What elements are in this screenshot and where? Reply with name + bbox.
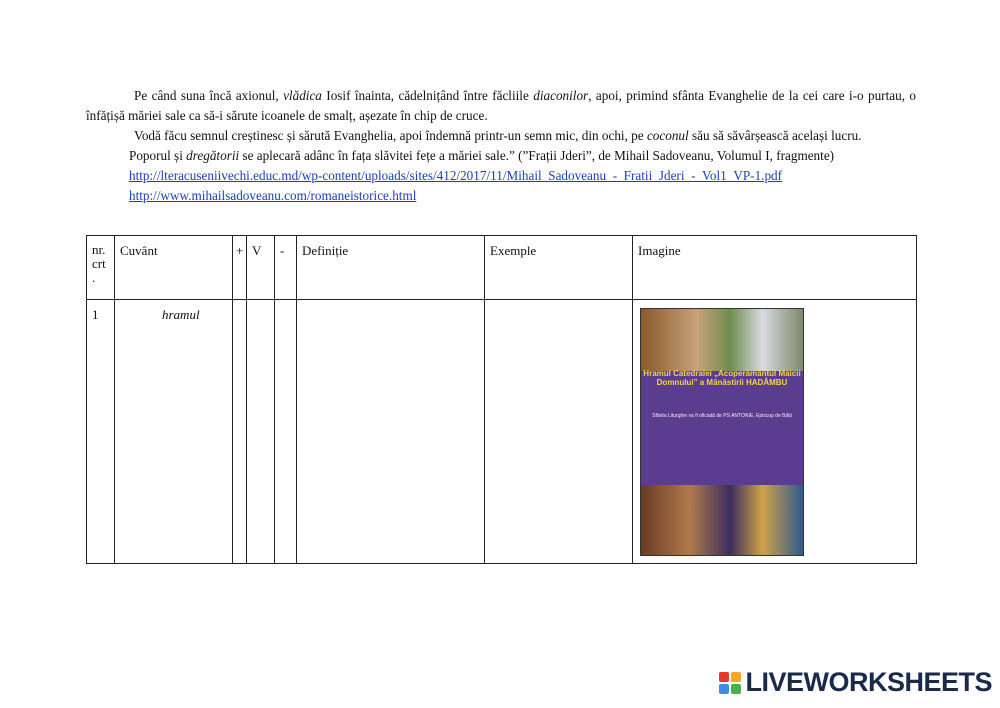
- highlighted-word: diaconilor: [533, 88, 589, 103]
- cell-minus[interactable]: [275, 300, 297, 564]
- header-definitie: Definiție: [297, 236, 485, 300]
- poster-body: Sfânta Liturghie va fi oficiată de PS ANTONIE, Episcop de Bălți: [652, 413, 792, 419]
- text-span: se aplecară adânc în fața slăvitei fețe a măriei sale.” (”Frații Jderi”, de Mihail Sadoveanu, Volumul I, fragmente): [239, 148, 835, 163]
- header-nr: nr. crt .: [87, 236, 115, 300]
- text-span: Pe când suna încă axionul,: [134, 88, 284, 103]
- header-plus: +: [233, 236, 247, 300]
- source-link-pdf[interactable]: http://lteracuseniivechi.educ.md/wp-content/uploads/sites/412/2017/11/Mihail_Sadoveanu_-_Fratii_Jderi_-_Vol1_VP-1.pdf: [129, 168, 783, 183]
- poster-photo-top: [641, 309, 803, 371]
- cell-word: hramul: [115, 300, 233, 564]
- logo-icon: [719, 672, 741, 694]
- header-v: V: [247, 236, 275, 300]
- header-exemple: Exemple: [485, 236, 633, 300]
- text-span: Poporul și: [129, 148, 187, 163]
- header-imagine: Imagine: [633, 236, 917, 300]
- source-link-site[interactable]: http://www.mihailsadoveanu.com/romaneistorice.html: [129, 188, 417, 203]
- header-cuvant: Cuvânt: [115, 236, 233, 300]
- logo-text: LIVEWORKSHEETS: [745, 667, 992, 697]
- text-span: Vodă făcu semnul creștinesc și sărută Evanghelia, apoi îndemnă printr-un semn mic, din ochi, pe: [134, 128, 647, 143]
- paragraph-2: [86, 126, 916, 146]
- vocabulary-table: [86, 235, 917, 564]
- cell-nr: 1: [87, 300, 115, 564]
- highlighted-word: vlădica: [283, 88, 322, 103]
- highlighted-word: coconul: [646, 128, 689, 143]
- paragraph-1: [86, 86, 916, 126]
- cell-exemple[interactable]: [485, 300, 633, 564]
- text-span: , apoi, primind sfânta Evanghelie de la cei care i-o purtau, o înfățișă măriei sale ca să-i sărute icoanele de smalț, așezate în chip de cruce.: [86, 88, 916, 123]
- paragraph-3: [129, 146, 916, 166]
- table-header-row: [87, 236, 917, 300]
- link-line-2: [129, 186, 916, 206]
- text-span: Iosif înainta, cădelnițând între făcliile: [321, 88, 534, 103]
- cell-plus[interactable]: [233, 300, 247, 564]
- cell-imagine: [633, 300, 917, 564]
- reading-passage: [86, 86, 916, 206]
- poster-title: Hramul Catedralei „Acoperământul Maicii Domnului” a Mănăstirii HADÂMBU: [643, 369, 801, 387]
- poster-photo-bottom: [641, 485, 803, 555]
- table-row: [87, 300, 917, 564]
- cell-definitie[interactable]: [297, 300, 485, 564]
- church-event-poster-image: [640, 308, 804, 556]
- link-line-1: [129, 166, 916, 186]
- text-span: său să săvârșească același lucru.: [688, 128, 862, 143]
- header-minus: -: [275, 236, 297, 300]
- liveworksheets-logo: [719, 667, 992, 698]
- highlighted-word: dregătorii: [186, 148, 240, 163]
- cell-v[interactable]: [247, 300, 275, 564]
